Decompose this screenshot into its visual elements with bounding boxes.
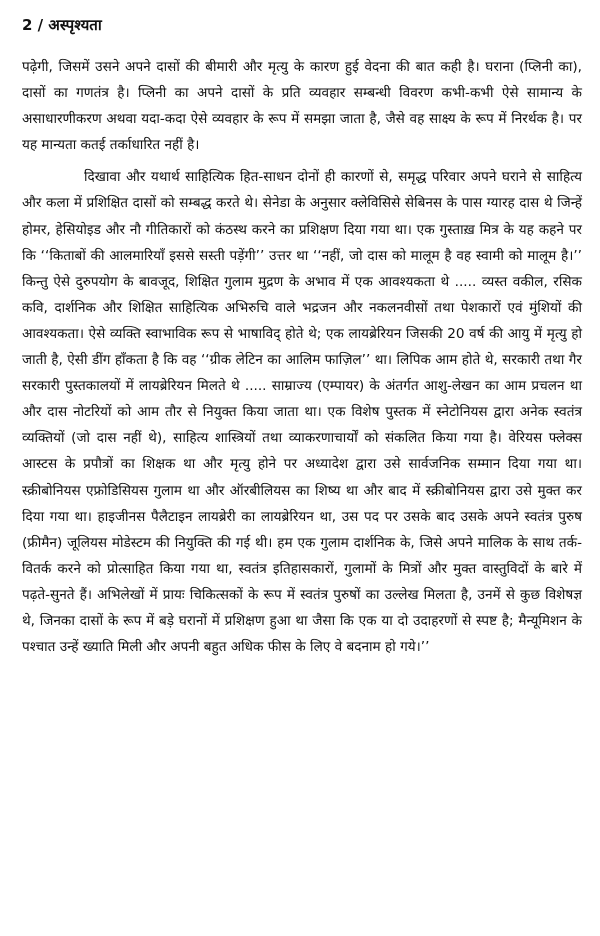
page-number: 2	[22, 16, 33, 34]
header-separator: /	[32, 16, 49, 34]
paragraph-main: दिखावा और यथार्थ साहित्यिक हित-साधन दोनों ही कारणों से, समृद्ध परिवार अपने घराने से साहित्य और कला में प्रशिक्षित दासों को सम्बद्ध करते थे। सेनेडा के अनुसार क्लेविसिसे सेबिनस के पास ग्यारह दास थे जिन्हें होमर, हेसियोइड और नौ गीतिकारों को कंठस्थ करने का प्रशिक्षण दिया गया था। एक गुस्ताख़ मित्र के यह कहने पर कि ‘‘किताबों की आलमारियाँ इससे सस्ती पड़ेंगी’’ उत्तर था ‘‘नहीं, जो दास को मालूम है वह स्वामी को मालूम है।’’ किन्तु ऐसे दुरुपयोग के बावजूद, शिक्षित गुलाम मुद्रण के अभाव में एक आवश्यकता थे ..... व्यस्त वकील, रसिक कवि, दार्शनिक और शिक्षित साहित्यिक अभिरुचि वाले भद्रजन और नकलनवीसों तथा पेशकारों एवं मुंशियों की आवश्यकता। ऐसे व्यक्ति स्वाभाविक रूप से भाषाविद् होते थे; एक लायब्रेरियन जिसकी 20 वर्ष की आयु में मृत्यु हो जाती है, ऐसी डींग हाँकता है कि वह ‘‘ग्रीक लेटिन का आलिम फाज़िल’’ था। लिपिक आम होते थे, सरकारी तथा गैर सरकारी पुस्तकालयों में लायब्रेरियन मिलते थे ..... साम्राज्य (एम्पायर) के अंतर्गत आशु-लेखन का आम प्रचलन था और दास नोटरियों को आम तौर से नियुक्त किया जाता था। एक विशेष पुस्तक में स्नेटोनियस द्वारा अनेक स्वतंत्र व्यक्तियों (जो दास नहीं थे), साहित्य शास्त्रियों तथा व्याकरणाचार्यों को संकलित किया गया है। वेरियस फ्लेक्स आस्टस के प्रपौत्रों का शिक्षक था और मृत्यु होने पर अध्यादेश द्वारा उसे सार्वजनिक सम्मान दिया गया था। स्क्रीबोनियस एफ्रोडिसियस गुलाम था और ऑरबीलियस का शिष्य था और बाद में स्क्रीबोनियस द्वारा उसे मुक्त कर दिया गया था। हाइजीनस पैलैटाइन लायब्रेरी का लायब्रेरियन था, उस पद पर उसके बाद उसके अपने स्वतंत्र पुरुष (फ्रीमैन) जूलियस मोडेस्टम की नियुक्ति की गई थी। हम एक गुलाम दार्शनिक के, जिसे अपने मालिक के साथ तर्क-वितर्क करने को प्रोत्साहित किया गया था, स्वतंत्र इतिहासकारों, गुलामों के मित्रों और मुक्त वास्तुविदों के बारे में पढ़ते-सुनते हैं। अभिलेखों में प्रायः चिकित्सकों के रूप में स्वतंत्र पुरुषों का उल्लेख मिलता है, उनमें से कुछ विशेषज्ञ थे, जिनका दासों के रूप में बड़े घरानों में प्रशिक्षण हुआ था जैसा कि एक या दो उदाहरणों से स्पष्ट है; मैन्यूमिशन के पश्चात उन्हें ख्याति मिली और अपनी बहुत अधिक फीस के लिए वे बदनाम हो गये।’’	[22, 169, 582, 656]
running-header	[22, 14, 582, 54]
paragraph-continuation: पढ़ेगी, जिसमें उसने अपने दासों की बीमारी और मृत्यु के कारण हुई वेदना की बात कही है। घराना (प्लिनी का), दासों का गणतंत्र है। प्लिनी का अपने दासों के प्रति व्यवहार सम्बन्धी विवरण कभी-कभी ऐसे सामान्य के असाधारणीकरण अथवा यदा-कदा ऐसे व्यवहार के रूप में समझा जाता है, जैसे वह साक्ष्य के रूप में निरर्थक है। पर यह मान्यता कतई तर्काधारित नहीं है।	[22, 59, 582, 154]
running-title: अस्पृश्यता	[48, 16, 102, 34]
document-page	[22, 14, 582, 924]
